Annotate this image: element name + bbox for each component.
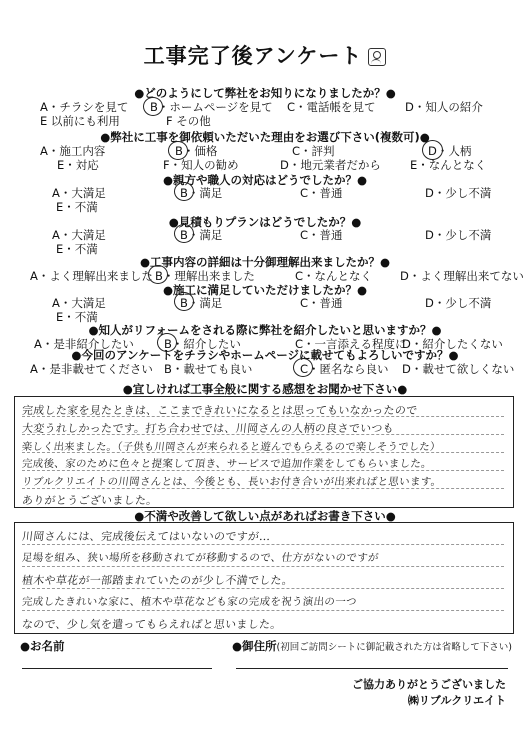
q5-question: ●工事内容の詳細は十分御理解出来ましたか？● bbox=[139, 255, 391, 269]
q1-selected-mark bbox=[143, 97, 163, 116]
page-title: 工事完了後アンケート bbox=[0, 40, 530, 70]
q9-answer-line: 完成後、家のために色々と提案して頂き、サービスで追加作業をしてもらいました。 bbox=[21, 458, 433, 470]
q6-option-a[interactable]: A・大満足 bbox=[52, 296, 106, 310]
q5-option-d[interactable]: D・よく理解出来てない bbox=[400, 269, 524, 283]
thanks-text: ご協力ありがとうございました bbox=[352, 678, 506, 691]
q10-answer-line: 完成したきれいな家に、植木や草花なども家の完成を祝う演出の一つ bbox=[21, 596, 358, 608]
q4-selected-mark bbox=[174, 224, 194, 243]
q1-question: ●どのようにして弊社をお知りになりましたか？● bbox=[134, 86, 396, 100]
name-field[interactable] bbox=[22, 668, 212, 669]
q2-option-h[interactable]: E・なんとなく bbox=[410, 158, 487, 172]
q4-option-a[interactable]: A・大満足 bbox=[52, 228, 106, 242]
q10-answer-line: 植木や草花が一部踏まれていたのが少し不満でした。 bbox=[21, 574, 294, 587]
q8-option-c[interactable]: C・匿名なら良い bbox=[300, 362, 389, 376]
q7-question: ●知人がリフォームをされる際に弊社を紹介したいと思いますか？● bbox=[88, 323, 442, 337]
q8-option-b[interactable]: B・載せても良い bbox=[164, 362, 253, 376]
address-field[interactable] bbox=[236, 668, 508, 669]
q3-option-a[interactable]: A・大満足 bbox=[52, 186, 106, 200]
company-name: ㈱リブルクリエイト bbox=[407, 694, 506, 707]
q1-option-d[interactable]: D・知人の紹介 bbox=[405, 100, 483, 114]
q2-option-b[interactable]: B・価格 bbox=[175, 144, 218, 158]
q10-question: ●不満や改善して欲しい点があればお書き下さい● bbox=[134, 509, 396, 523]
q8-selected-mark bbox=[293, 358, 313, 377]
q3-option-e[interactable]: E・不満 bbox=[56, 200, 98, 214]
q6-option-e[interactable]: E・不満 bbox=[56, 310, 98, 324]
q4-option-b[interactable]: B・満足 bbox=[180, 228, 223, 242]
q2-option-f[interactable]: F・知人の勧め bbox=[163, 158, 239, 172]
q3-option-d[interactable]: D・少し不満 bbox=[425, 186, 492, 200]
q4-option-c[interactable]: C・普通 bbox=[300, 228, 343, 242]
q3-selected-mark bbox=[174, 182, 194, 201]
q7-option-d[interactable]: D・紹介したくない bbox=[402, 337, 503, 351]
q9-answer-line: 楽しく出来ました。（子供も川岡さんが来られると遊んでもらえるので楽しそうでした） bbox=[21, 441, 442, 453]
address-label bbox=[232, 638, 512, 654]
q4-option-e[interactable]: E・不満 bbox=[56, 242, 98, 256]
q9-answer-line: 大変うれしかったです。打ち合わせでは、川岡さんの人柄の良さでいつも bbox=[21, 422, 395, 435]
q7-option-b[interactable]: B・紹介したい bbox=[164, 337, 241, 351]
q1-option-e[interactable]: E 以前にも利用 bbox=[40, 114, 120, 128]
q6-option-b[interactable]: B・満足 bbox=[180, 296, 223, 310]
address-note: (初回ご訪問シートに御記載された方は省略して下さい) bbox=[276, 642, 512, 653]
q10-answer-line: 川岡さんには、完成後伝えてはいないのですが… bbox=[21, 530, 272, 543]
q2-option-g[interactable]: D・地元業者だから bbox=[280, 158, 381, 172]
q9-answer-line: ありがとうございました。 bbox=[21, 494, 159, 507]
q2-question: ●弊社に工事を御依頼いただいた理由をお選び下さい(複数可)● bbox=[100, 130, 430, 144]
q5-option-a[interactable]: A・よく理解出来ました bbox=[30, 269, 153, 283]
q2-selected-mark-b bbox=[168, 141, 188, 160]
q8-question: ●今回のアンケートをチラシやホームページに載せてもよろしいですか？● bbox=[71, 348, 459, 362]
q6-question: ●施工に満足していただけましたか？● bbox=[162, 283, 368, 297]
q10-answer-line: なので、少し気を遣ってもらえればと思いました。 bbox=[21, 618, 283, 631]
q3-option-c[interactable]: C・普通 bbox=[300, 186, 343, 200]
q9-answer-line: 完成した家を見たときは、ここまできれいになるとは思ってもいなかったので bbox=[21, 404, 419, 417]
address-label-text: ●御住所 bbox=[232, 639, 277, 653]
q5-option-c[interactable]: C・なんとなく bbox=[295, 269, 373, 283]
q3-question: ●親方や職人の対応はどうでしたか？● bbox=[162, 173, 368, 187]
q1-option-a[interactable]: A・チラシを見て bbox=[40, 100, 129, 114]
q2-option-a[interactable]: A・施工内容 bbox=[40, 144, 106, 158]
q3-option-b[interactable]: B・満足 bbox=[180, 186, 223, 200]
q7-option-a[interactable]: A・是非紹介したい bbox=[34, 337, 134, 351]
q10-rule bbox=[22, 544, 504, 545]
q7-option-c[interactable]: C・一言添える程度に bbox=[295, 337, 407, 351]
q10-rule bbox=[22, 610, 504, 611]
q1-option-f[interactable]: F その他 bbox=[166, 114, 211, 128]
q6-option-c[interactable]: C・普通 bbox=[300, 296, 343, 310]
q8-option-a[interactable]: A・是非載せてください bbox=[30, 362, 153, 376]
q1-option-b[interactable]: B・ホームページを見て bbox=[150, 100, 273, 114]
q2-selected-mark-d bbox=[422, 140, 443, 160]
q5-option-b[interactable]: B・理解出来ました bbox=[155, 269, 255, 283]
name-label: ●お名前 bbox=[20, 639, 65, 653]
q6-option-d[interactable]: D・少し不満 bbox=[425, 296, 492, 310]
q8-option-d[interactable]: D・載せて欲しくない bbox=[402, 362, 515, 376]
q2-option-d[interactable]: D・人柄 bbox=[428, 144, 472, 158]
q6-selected-mark bbox=[174, 292, 194, 311]
q9-answer-line: リブルクリエイトの川岡さんとは、今後とも、長いお付き合いが出来ればと思います。 bbox=[21, 476, 443, 488]
q2-option-c[interactable]: C・評判 bbox=[292, 144, 335, 158]
q10-rule bbox=[22, 588, 504, 589]
q2-option-e[interactable]: E・対応 bbox=[57, 158, 99, 172]
q4-option-d[interactable]: D・少し不満 bbox=[425, 228, 492, 242]
q9-question: ●宜しければ工事全般に関する感想をお聞かせ下さい● bbox=[122, 382, 408, 396]
q1-option-c[interactable]: C・電話帳を見て bbox=[287, 100, 376, 114]
q10-answer-line: 足場を組み、狭い場所を移動されてが移動するので、仕方がないのですが bbox=[21, 552, 380, 564]
q10-rule bbox=[22, 566, 504, 567]
q4-question: ●見積もりプランはどうでしたか？● bbox=[168, 215, 362, 229]
staff-avatar-icon bbox=[368, 48, 386, 66]
